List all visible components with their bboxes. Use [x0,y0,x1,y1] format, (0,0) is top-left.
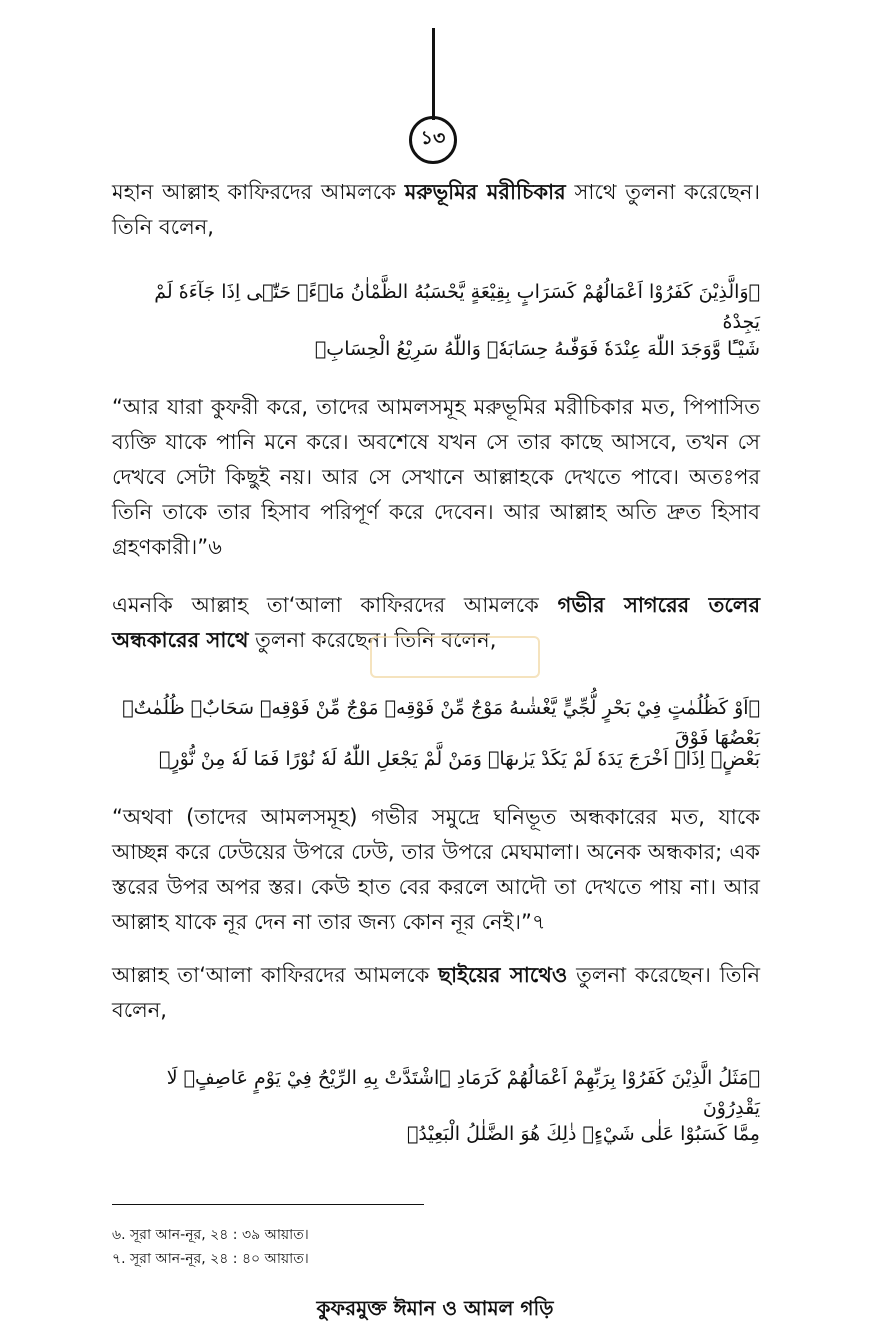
paragraph-intro-1 [112,175,760,245]
arabic-verse-1-line-1: ﴿وَالَّذِيْنَ كَفَرُوْا اَعْمَالُهُمْ كَسَرَابٍ بِقِيْعَةٍ يَّحْسَبُهُ الظَّمْاٰنُ مَاۤءًۚ حَتّٰۤى اِذَا جَآءَهٗ لَمْ يَجِدْهُ [154,281,760,333]
watermark-logo [370,636,540,678]
translation-2: “অথবা (তাদের আমলসমূহ) গভীর সমুদ্রে ঘনিভূত অন্ধকারের মত, যাকে আচ্ছন্ন করে ঢেউয়ের উপরে ঢেউ, তার উপরে মেঘমালা। অনেক অন্ধকার; এক স্তরের উপর অপর স্তর। কেউ হাত বের করলে আদৌ তা দেখতে পায় না। আর আল্লাহ যাকে নূর দেন না তার জন্য কোন নূর নেই।”৭ [112,805,760,934]
para3-text-end: তুলনা করেছেন। তিনি বলেন, [112,963,760,1022]
arabic-verse-3-line-2: مِمَّا كَسَبُوْا عَلٰى شَيْءٍۗ ذٰلِكَ هُوَ الضَّلٰلُ الْبَعِيْدُ﴾ [406,1123,760,1145]
para1-text-end: সাথে তুলনা করেছেন। তিনি বলেন, [112,180,760,239]
para2-text: এমনকি আল্লাহ তা‘আলা কাফিরদের আমলকে [112,593,558,617]
translation-1: “আর যারা কুফরী করে, তাদের আমলসমূহ মরুভূমির মরীচিকার মত, পিপাসিত ব্যক্তি যাকে পানি মনে করে। অবশেষে যখন সে তার কাছে আসবে, তখন সে দেখবে সেটা কিছুই নয়। আর সে সেখানে আল্লাহকে দেখতে পাবে। অতঃপর তিনি তাকে তার হিসাব পরিপূর্ণ করে দেবেন। আর আল্লাহ অতি দ্রুত হিসাব গ্রহণকারী।”৬ [112,395,760,559]
footnote-6: ৬. সূরা আন-নূর, ২৪ : ৩৯ আয়াত। [112,1227,309,1243]
page-number: ১৩ [409,116,457,164]
para2-text-end: তুলনা করেছেন। তিনি বলেন, [248,628,497,652]
arabic-verse-2-line-1: ﴿اَوْ كَظُلُمٰتٍ فِيْ بَحْرٍ لُّجِّيٍّ يَّغْشٰىهُ مَوْجٌ مِّنْ فَوْقِهٖ مَوْجٌ مِّنْ فَوْقِهٖ سَحَابٌۚ ظُلُمٰتٌۢ بَعْضُهَا فَوْقَ [122,697,760,749]
footnote-divider [112,1204,424,1205]
arabic-verse-1-line-2: شَيْـًٔا وَّوَجَدَ اللّٰهَ عِنْدَهٗ فَوَفّٰىهُ حِسَابَهٗۚ وَاللّٰهُ سَرِيْعُ الْحِسَابِ﴾ [314,338,760,360]
para3-text: আল্লাহ তা‘আলা কাফিরদের আমলকে [112,963,439,987]
footnote-7: ৭. সূরা আন-নূর, ২৪ : ৪০ আয়াত। [112,1251,309,1267]
header-line-ornament [432,28,435,120]
book-title-footer: কুফরমুক্ত ঈমান ও আমল গড়ি [316,1296,554,1320]
para2-bold-phrase: গভীর সাগরের তলের অন্ধকারের সাথে [112,593,760,652]
arabic-verse-2-line-2: بَعْضٍۚ اِذَاۤ اَخْرَجَ يَدَهٗ لَمْ يَكَدْ يَرٰىهَاۚ وَمَنْ لَّمْ يَجْعَلِ اللّٰهُ لَهٗ نُوْرًا فَمَا لَهٗ مِنْ نُّوْرٍ﴾ [159,748,760,770]
arabic-verse-3-line-1: ﴿مَثَلُ الَّذِيْنَ كَفَرُوْا بِرَبِّهِمْ اَعْمَالُهُمْ كَرَمَادِ ِۨاشْتَدَّتْ بِهِ الرِّيْحُ فِيْ يَوْمٍ عَاصِفٍۗ لَا يَقْدِرُوْنَ [166,1067,760,1119]
paragraph-intro-3 [112,958,760,1028]
para1-bold-phrase: মরুভূমির মরীচিকার [404,180,566,204]
para3-bold-phrase: ছাইয়ের সাথেও [438,963,568,987]
para1-text: মহান আল্লাহ কাফিরদের আমলকে [112,180,405,204]
